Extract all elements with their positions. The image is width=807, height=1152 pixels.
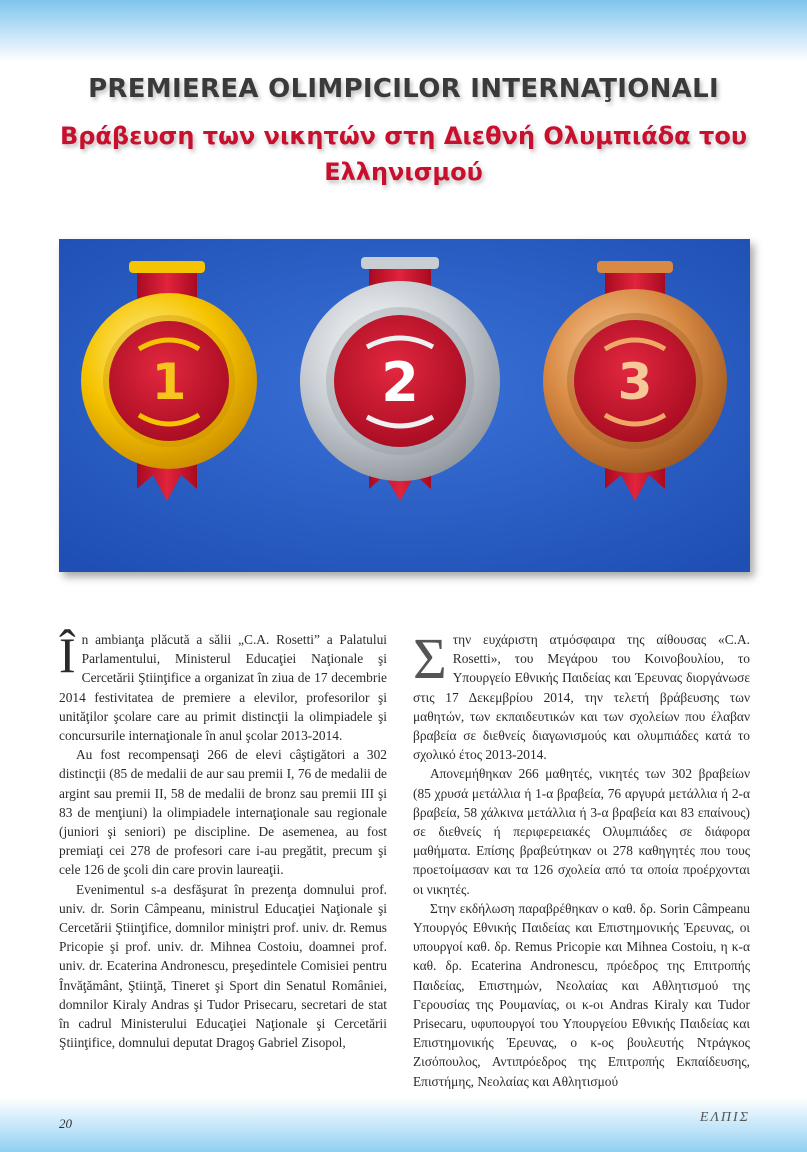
medals-photo [59, 239, 750, 572]
medals-illustration [59, 239, 750, 572]
paragraph-3: Evenimentul s-a desfăşurat în prezenţa domnului prof. univ. dr. Sorin Câmpeanu, ministrul Educaţiei Naţionale şi Cercetării Ştiinţifice, domnilor miniştri prof. univ. dr. Remus Pricopie şi prof. univ. dr. Mihnea Costoiu, doamnei prof. univ. dr. Ecaterina Andronescu, preşedintele Comisiei pentru Învăţământ, Ştiinţă, Tineret şi Sport din Senatul României, domnilor Kiraly Andras şi Tudor Prisecaru, secretari de stat în cadrul Ministerului Educaţiei Naţionale şi Cercetării Ştiinţifice, domnului deputat Dragoş Gabriel Zisopol, [59, 881, 387, 1051]
article-column-romanian [59, 627, 387, 1052]
paragraph-2: Au fost recompensaţi 266 de elevi câştigători a 302 distincţii (85 de medalii de aur sau premii I, 76 de medalii de argint sau premii II, 58 de medalii de bronz sau premii III şi 83 de menţiuni) la olimpiadele internaţionale sau regionale (juniori şi seniori) pe discipline. De asemenea, au fost premiaţi cei 278 de profesori care i-au pregătit, precum şi cele 126 de şcoli din care provin laureaţii. [59, 747, 387, 878]
page-title-greek: Βράβευση των νικητών στη Διεθνή Ολυμπιάδα του Ελληνισμού [59, 122, 748, 186]
paragraph-2: Απονεμήθηκαν 266 μαθητές, νικητές των 302 βραβείων (85 χρυσά μετάλλια ή 1-α βραβεία, 76 αργυρά μετάλλια ή 2-α βραβεία, 58 χάλκινα μετάλλια ή 3-α βραβεία και 83 επαίνους) σε διεθνείς ή περιφερειακές Ολυμπιάδες σε διάφορα μαθήματα. Επίσης βραβεύτηκαν οι 278 καθηγητές που τους προετοίμασαν και τα 126 σχολεία από τα οποία προέρχονται οι νικητές. [413, 766, 750, 897]
page-title-romanian: PREMIEREA OLIMPICILOR INTERNAŢIONALI [88, 74, 719, 104]
page-number: 20 [59, 1116, 72, 1131]
paragraph-1: În ambianţa plăcută a sălii „C.A. Rosetti” a Palatului Parlamentului, Ministerul Educaţiei Naţionale şi Cercetării Ştiinţifice a organizat în ziua de 17 decembrie 2014 festivitatea de premiere a elevilor, profesorilor şi unităţilor şcolare care au primit distincţii la olimpiadele şi concursurile internaţionale în anul şcolar 2013-2014. [59, 627, 387, 744]
paragraph-1: Στην ευχάριστη ατμόσφαιρα της αίθουσας «C.A. Rosetti», του Μεγάρου του Κοινοβουλίου, το Υπουργείο Εθνικής Παιδείας και Έρευνας διοργάνωσε στις 17 Δεκεμβρίου 2014, την τελετή βράβευσης των μαθητών, των εκπαιδευτικών και των σχολείων που έλαβαν βραβεία σε διεθνείς διαγωνισμούς και ολυμπιάδες κατά το σχολικό έτος 2013-2014. [413, 626, 750, 763]
medal-number-3: 3 [617, 353, 653, 411]
paragraph-3: Στην εκδήλωση παραβρέθηκαν ο καθ. δρ. Sorin Câmpeanu Υπουργός Εθνικής Παιδείας και Επιστημονικής Έρευνας, οι υπουργοί καθ. δρ. Remus Pricopie και Mihnea Costoiu, η κ-α καθ. δρ. Ecaterina Andronescu, πρόεδρος της Επιτροπής Παιδείας, Επιστημών, Νεολαίας και Αθλητισμού της Γερουσίας της Ρουμανίας, οι κ-οι Andras Kiraly και Tudor Prisecaru, υφυπουργοί του Υπουργείου Εθνικής Παιδείας και Επιστημονικής Έρευνας, ο κ-ος βουλευτής Ντράγκος Ζισόπουλος, Αντιπρόεδρος της Επιτροπής Εκπαίδευσης, Επιστήμης, Νεολαίας και Αθλητισμού [413, 900, 750, 1089]
drop-cap: Σ [413, 626, 447, 691]
article-column-greek [413, 626, 750, 1091]
magazine-name: ΕΛΠΙΣ [699, 1110, 750, 1125]
drop-cap: Î [59, 627, 76, 683]
medal-number-2: 2 [381, 351, 419, 414]
top-gradient-band [0, 0, 807, 62]
medal-number-1: 1 [151, 353, 187, 411]
